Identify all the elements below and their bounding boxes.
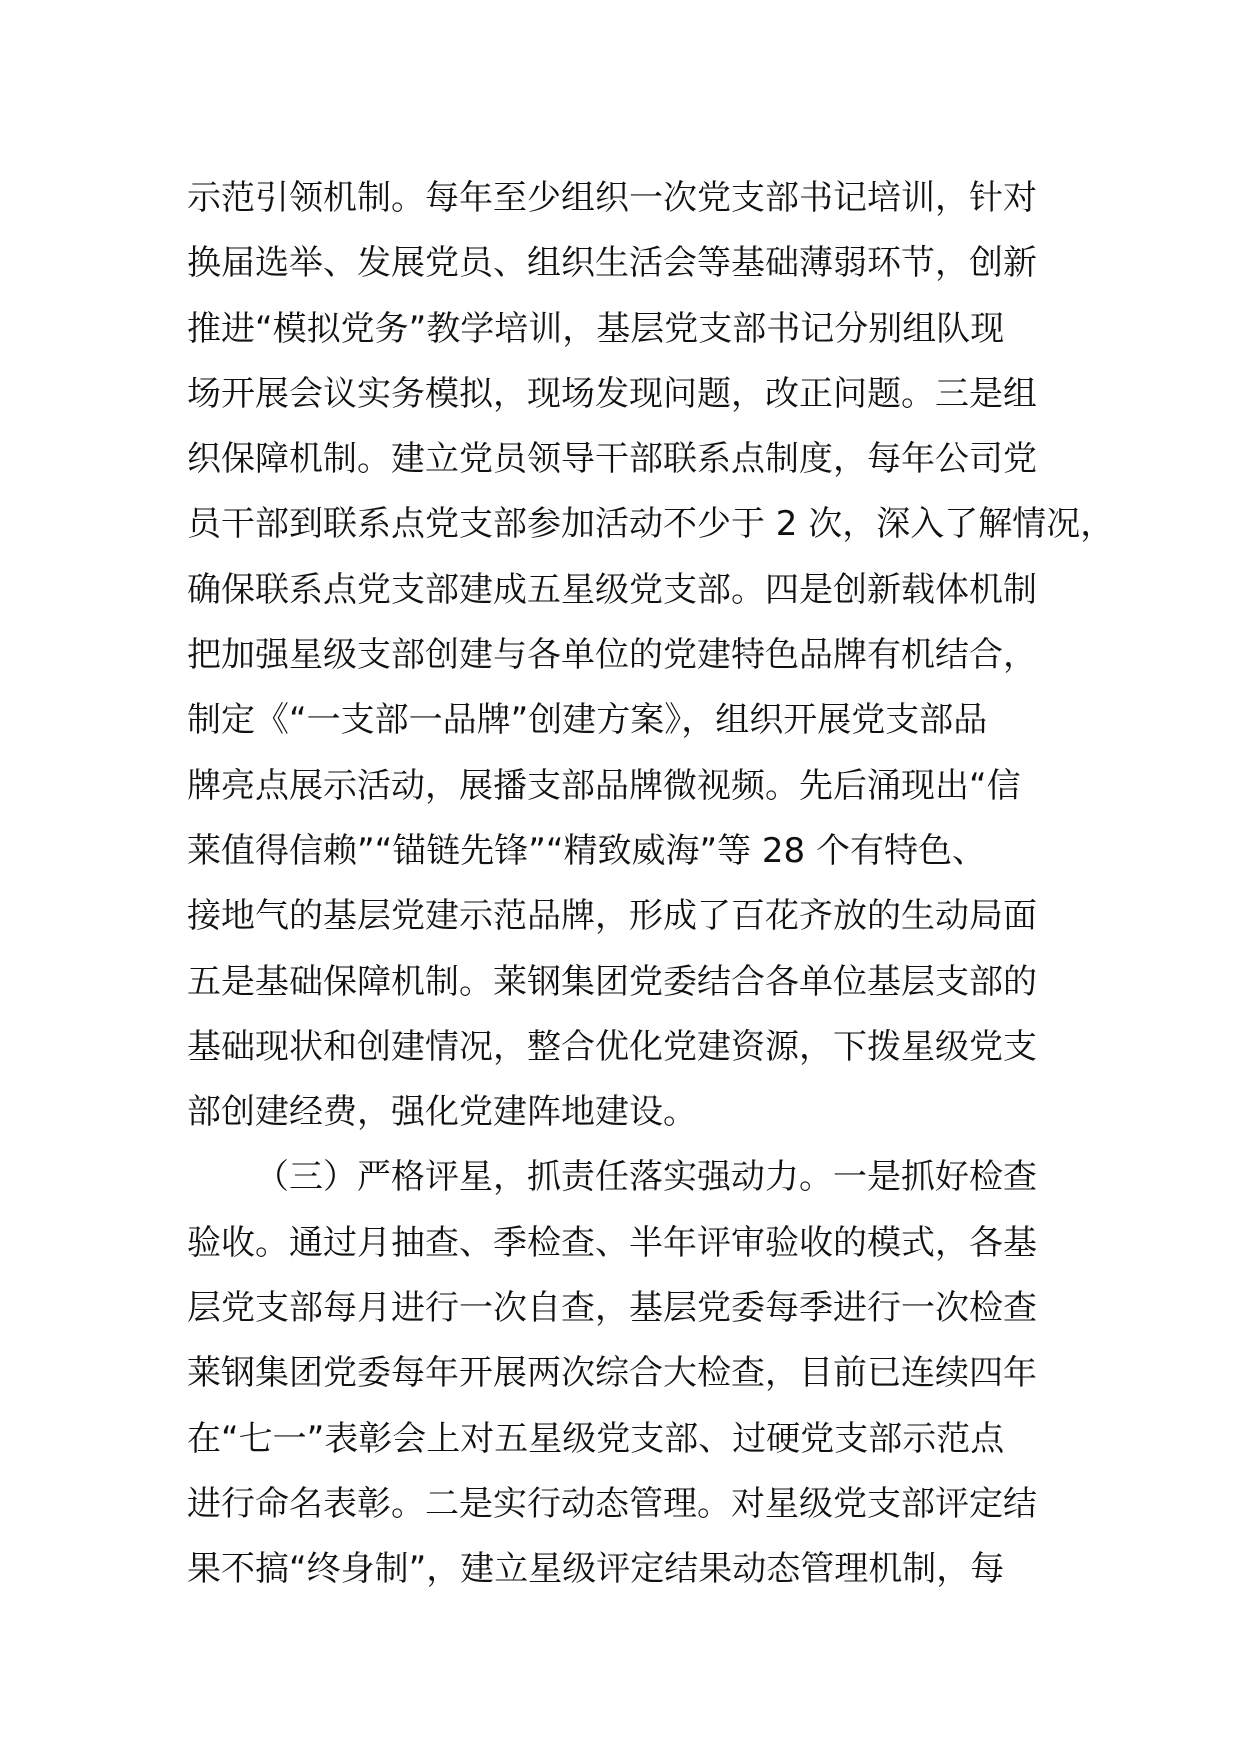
text-line-15: 部创建经费，强化党建阵地建设。	[187, 1092, 697, 1133]
text-line-4: 场开展会议实务模拟，现场发现问题，改正问题。三是组	[187, 373, 1037, 414]
text-line-5: 织保障机制。建立党员领导干部联系点制度，每年公司党	[187, 439, 1037, 480]
text-line-14: 基础现状和创建情况，整合优化党建资源，下拨星级党支	[187, 1026, 1037, 1067]
text-line-3: 推进“模拟党务”教学培训，基层党支部书记分别组队现	[187, 308, 1005, 349]
text-line-10: 牌亮点展示活动，展播支部品牌微视频。先后涌现出“信	[187, 765, 1021, 806]
text-line-9: 制定《“一支部一品牌”创建方案》，组织开展党支部品	[187, 700, 988, 741]
text-line-8: 把加强星级支部创建与各单位的党建特色品牌有机结合，	[187, 635, 1037, 676]
text-line-11: 莱值得信赖”“锚链先锋”“精致威海”等 28 个有特色、	[187, 830, 986, 871]
text-line-12: 接地气的基层党建示范品牌，形成了百花齐放的生动局面	[187, 896, 1037, 937]
text-line-2: 换届选举、发展党员、组织生活会等基础薄弱环节，创新	[187, 243, 1037, 284]
text-line-19: 莱钢集团党委每年开展两次综合大检查，目前已连续四年	[187, 1353, 1037, 1394]
text-line-22: 果不搞“终身制”，建立星级评定结果动态管理机制，每	[187, 1549, 1005, 1590]
text-line-13: 五是基础保障机制。莱钢集团党委结合各单位基层支部的	[187, 961, 1037, 1002]
text-line-16: （三）严格评星，抓责任落实强动力。一是抓好检查	[255, 1157, 1037, 1198]
text-line-18: 层党支部每月进行一次自查，基层党委每季进行一次检查	[187, 1288, 1037, 1329]
text-line-1: 示范引领机制。每年至少组织一次党支部书记培训，针对	[187, 178, 1037, 218]
body-text	[187, 166, 1115, 1603]
text-line-6: 员干部到联系点党支部参加活动不少于 2 次，深入了解情况，	[187, 504, 1115, 545]
text-line-17: 验收。通过月抽查、季检查、半年评审验收的模式，各基	[187, 1222, 1037, 1263]
text-line-20: 在“七一”表彰会上对五星级党支部、过硬党支部示范点	[187, 1418, 1005, 1459]
text-line-7: 确保联系点党支部建成五星级党支部。四是创新载体机制	[187, 569, 1037, 610]
text-line-21: 进行命名表彰。二是实行动态管理。对星级党支部评定结	[187, 1483, 1037, 1524]
